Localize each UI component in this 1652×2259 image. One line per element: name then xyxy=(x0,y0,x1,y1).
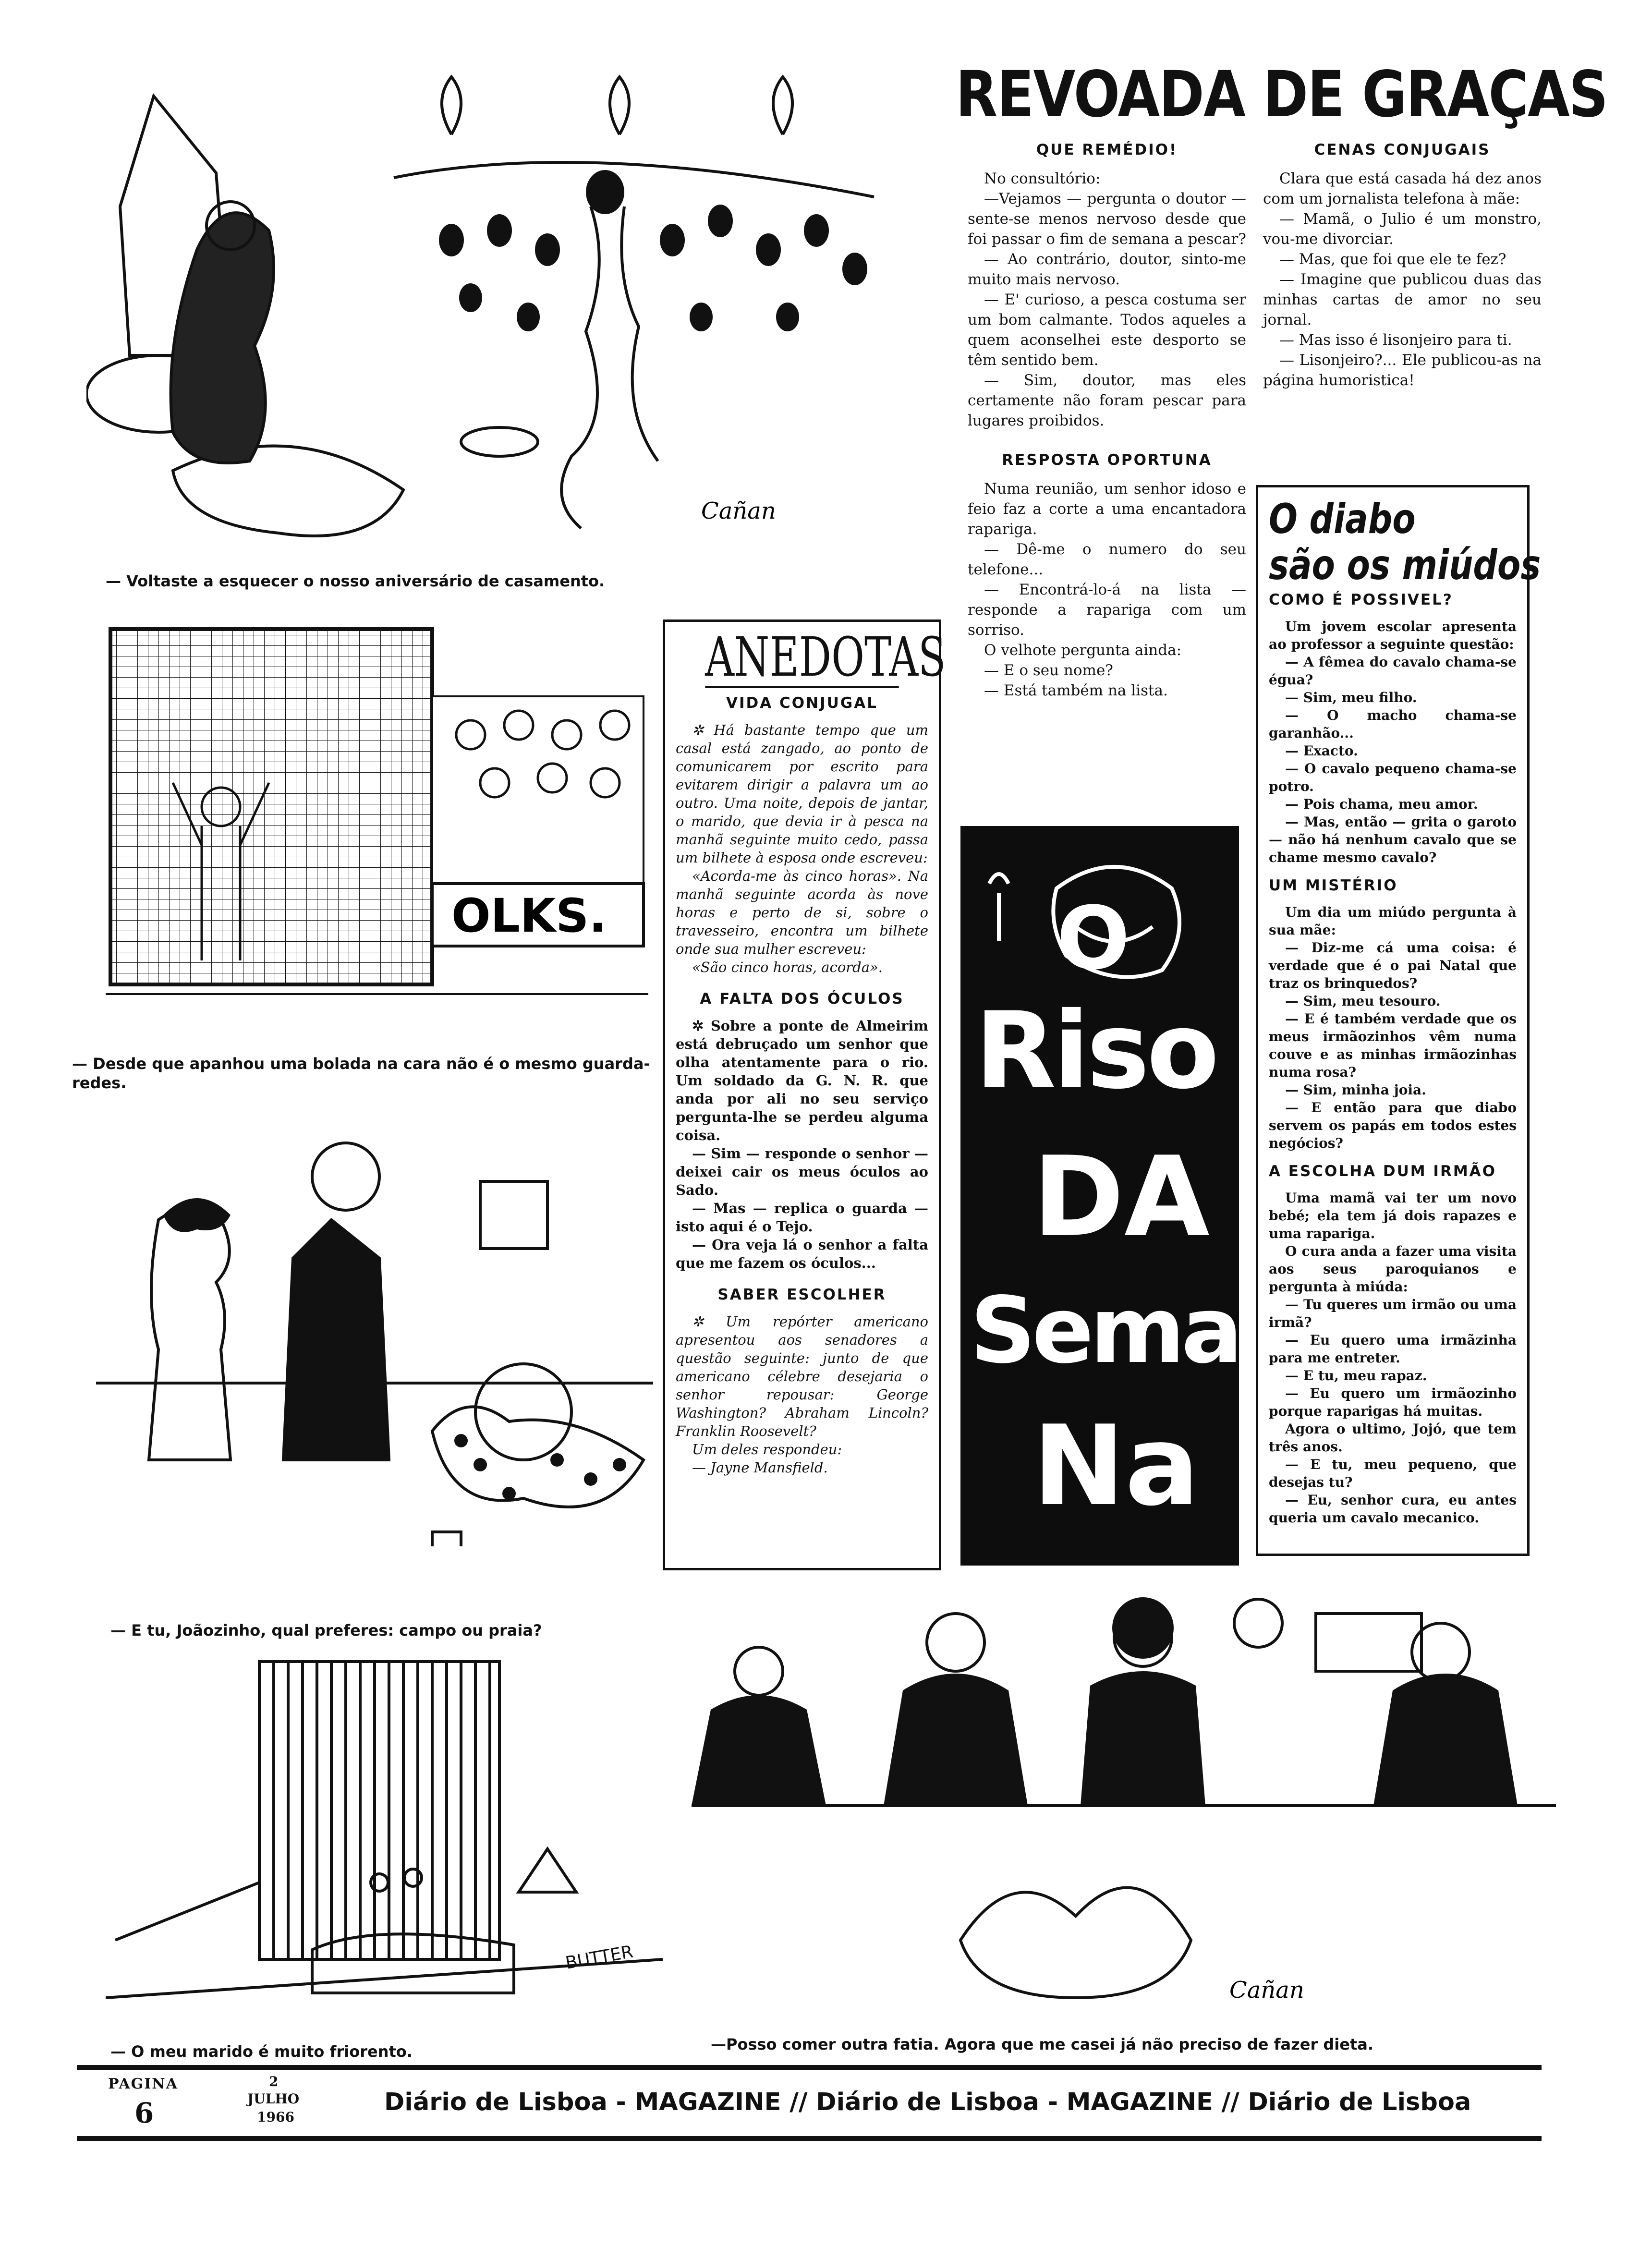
cenas-conjugais-paragraph: Clara que está casada há dez anos com um jornalista telefona à mãe: xyxy=(1263,170,1542,207)
anedotas-paragraph: ✲ Sobre a ponte de Almeirim está debruçado um senhor que olha atentamente para o rio. Um soldado da G. N. R. que anda por ali no seu serviço pergunta-lhe se perdeu alguma coisa. xyxy=(676,1018,928,1143)
diabo-paragraph: — Sim, meu tesouro. xyxy=(1285,993,1441,1009)
cartoon-beach-family xyxy=(96,1133,653,1546)
resposta-oportuna-paragraph: — E o seu nome? xyxy=(984,662,1113,679)
anedotas-box xyxy=(663,619,946,1570)
diabo-paragraph: — Eu, senhor cura, eu antes queria um cavalo mecanico. xyxy=(1269,1492,1517,1526)
signature-harem: Cañan xyxy=(701,498,776,524)
riso-line-1: O xyxy=(1057,888,1130,989)
diabo-paragraph: — Sim, meu filho. xyxy=(1285,690,1417,705)
masthead: Diário de Lisboa - MAGAZINE // Diário de Lisboa - MAGAZINE // Diário de Lisboa xyxy=(384,2088,1471,2116)
anedotas-paragraph: ✲ Há bastante tempo que um casal está zangado, ao ponto de comunicarem por escrito para evitarem dirigir a palavra um ao outro. Uma noite, depois de jantar, o marido, que devia ir à pesca na manhã seguinte muito cedo, passa um bilhete à esposa onde escreveu: xyxy=(676,722,928,866)
cenas-conjugais-paragraph: — Lisonjeiro?... Ele publicou-as na página humoristica! xyxy=(1263,352,1542,389)
stadium-sign: OLKS. xyxy=(451,889,607,943)
svg-text:BUTTER: BUTTER xyxy=(564,1942,635,1973)
riso-line-5: Na xyxy=(1032,1402,1200,1530)
footer-rule-bottom xyxy=(77,2136,1542,2141)
riso-line-3: DA xyxy=(1032,1133,1210,1262)
que-remedio-heading: QUE REMÉDIO! xyxy=(1036,141,1178,158)
riso-line-2: Riso xyxy=(975,989,1216,1112)
page-number: 6 xyxy=(134,2097,154,2129)
diabo-paragraph: — A fêmea do cavalo chama-se égua? xyxy=(1269,654,1517,688)
resposta-oportuna-heading: RESPOSTA OPORTUNA xyxy=(1002,451,1212,469)
page-label: PAGINA xyxy=(108,2076,179,2092)
anedotas-body xyxy=(676,694,928,1477)
cartoon-goalkeeper xyxy=(106,624,648,1028)
cenas-conjugais-paragraph: — Mas, que foi que ele te fez? xyxy=(1279,251,1506,268)
page-banner: REVOADA DE GRAÇAS xyxy=(956,58,1608,132)
diabo-section-heading: A ESCOLHA DUM IRMÃO xyxy=(1269,1163,1497,1180)
diabo-paragraph: Um jovem escolar apresenta ao professor a seguinte questão: xyxy=(1269,619,1517,652)
diabo-paragraph: — O macho chama-se garanhão... xyxy=(1269,707,1517,741)
anedotas-paragraph: ✲ Um repórter americano apresentou aos senadores a questão seguinte: junto de que americano célebre desejaria o senhor repousar: George Washington? Abraham Lincoln? Franklin Roosevelt? xyxy=(676,1313,928,1439)
diabo-paragraph: Uma mamã vai ter um novo bebé; ela tem já dois rapazes e uma rapariga. xyxy=(1269,1190,1517,1241)
que-remedio-paragraph: — Sim, doutor, mas eles certamente não foram pescar para lugares proibidos. xyxy=(968,372,1246,429)
que-remedio-paragraph: No consultório: xyxy=(984,170,1101,187)
anedotas-paragraph: «São cinco horas, acorda». xyxy=(692,959,883,975)
diabo-paragraph: — Diz-me cá uma coisa: é verdade que é o pai Natal que traz os brinquedos? xyxy=(1269,940,1517,991)
anedotas-section-heading: SABER ESCOLHER xyxy=(717,1286,887,1303)
cartoon-goalkeeper-drawing xyxy=(106,624,648,1028)
resposta-oportuna-paragraph: — Dê-me o numero do seu telefone... xyxy=(968,541,1246,578)
diabo-box xyxy=(1256,485,1541,1556)
diabo-paragraph: O cura anda a fazer uma visita aos seus paroquianos e pergunta à miúda: xyxy=(1269,1243,1517,1295)
cartoon-harem xyxy=(86,48,932,557)
caption-harem: — Voltaste a esquecer o nosso aniversário de casamento. xyxy=(106,572,605,590)
diabo-paragraph: — Tu queres um irmão ou uma irmã? xyxy=(1269,1297,1517,1330)
caption-goalkeeper: — Desde que apanhou uma bolada na cara não é o mesmo guarda-redes. xyxy=(72,1055,650,1092)
footer-rule-top xyxy=(77,2065,1542,2070)
cartoon-radiator-drawing xyxy=(106,1652,663,2027)
resposta-oportuna-paragraph: Numa reunião, um senhor idoso e feio faz a corte a uma encantadora rapariga. xyxy=(968,480,1246,538)
diabo-body xyxy=(1269,591,1517,1527)
diabo-paragraph: — Mas, então — grita o garoto — não há nenhum cavalo que se chame mesmo cavalo? xyxy=(1269,814,1517,865)
resposta-oportuna-paragraph: — Está também na lista. xyxy=(984,682,1168,699)
caption-wedding-dinner: —Posso comer outra fatia. Agora que me casei já não preciso de fazer dieta. xyxy=(711,2035,1373,2053)
riso-da-semana-panel xyxy=(960,826,1239,1566)
diabo-title-line2: são os miúdos xyxy=(1269,541,1541,589)
cenas-conjugais-paragraph: — Mas isso é lisonjeiro para ti. xyxy=(1279,331,1512,349)
diabo-paragraph: — Pois chama, meu amor. xyxy=(1285,796,1478,812)
cartoon-radiator xyxy=(106,1652,663,2027)
cartoon-harem-drawing xyxy=(86,48,932,557)
diabo-paragraph: — Exacto. xyxy=(1285,743,1358,759)
caption-beach-family: — E tu, Joãozinho, qual preferes: campo ou praia? xyxy=(110,1621,542,1640)
diabo-paragraph: — Eu quero uma irmãzinha para me entreter. xyxy=(1269,1332,1517,1366)
diabo-paragraph: — E tu, meu rapaz. xyxy=(1285,1368,1427,1384)
cartoon-beach-family-drawing xyxy=(96,1133,653,1546)
anedotas-paragraph: — Sim — responde o senhor — deixei cair os meus óculos ao Sado. xyxy=(676,1145,928,1198)
que-remedio-column xyxy=(968,137,1246,701)
resposta-oportuna-paragraph: O velhote pergunta ainda: xyxy=(984,642,1182,659)
diabo-paragraph: — Sim, minha joia. xyxy=(1285,1082,1426,1098)
diabo-section-heading: COMO É POSSIVEL? xyxy=(1269,591,1453,608)
anedotas-paragraph: — Mas — replica o guarda — isto aqui é o Tejo. xyxy=(676,1200,928,1235)
anedotas-paragraph: «Acorda-me às cinco horas». Na manhã seguinte acorda às nove horas e perto de si, sobre o travesseiro, encontra um bilhete onde sua mulher escreveu: xyxy=(676,868,928,957)
cenas-conjugais-paragraph: — Imagine que publicou duas das minhas cartas de amor no seu jornal. xyxy=(1263,271,1542,328)
date-month: JULHO xyxy=(247,2091,300,2107)
resposta-oportuna-paragraph: — Encontrá-lo-á na lista — responde a rapariga com um sorriso. xyxy=(968,581,1246,639)
date-year: 1966 xyxy=(257,2109,294,2125)
diabo-paragraph: — Eu quero um irmãozinho porque raparigas há muitas. xyxy=(1269,1385,1517,1419)
diabo-title-line1: O diabo xyxy=(1269,495,1416,543)
cenas-conjugais-paragraph: — Mamã, o Julio é um monstro, vou-me divorciar. xyxy=(1263,210,1542,248)
anedotas-paragraph: Um deles respondeu: xyxy=(692,1441,842,1457)
diabo-paragraph: Agora o ultimo, Jojó, que tem três anos. xyxy=(1269,1421,1517,1455)
que-remedio-paragraph: —Vejamos — pergunta o doutor — sente-se menos nervoso desde que foi passar o fim de semana a pescar? xyxy=(968,190,1246,248)
diabo-paragraph: — E então para que diabo servem os papás em todos estes negócios? xyxy=(1269,1100,1517,1151)
date-day: 2 xyxy=(269,2074,279,2089)
anedotas-section-heading: A FALTA DOS ÓCULOS xyxy=(700,990,904,1008)
diabo-paragraph: — O cavalo pequeno chama-se potro. xyxy=(1269,761,1517,794)
signature-wedding: Cañan xyxy=(1229,1977,1304,2004)
anedotas-paragraph: — Jayne Mansfield. xyxy=(692,1459,828,1476)
diabo-section-heading: UM MISTÉRIO xyxy=(1269,877,1398,894)
que-remedio-paragraph: — E' curioso, a pesca costuma ser um bom calmante. Todos aqueles a quem aconselhei este desporto se têm sentido bem. xyxy=(968,291,1246,369)
diabo-paragraph: Um dia um miúdo pergunta à sua mãe: xyxy=(1269,904,1517,938)
cartoon-wedding-dinner xyxy=(692,1585,1556,2036)
anedotas-title: ANEDOTAS xyxy=(705,626,946,689)
cartoon-wedding-dinner-drawing xyxy=(692,1585,1556,2036)
anedotas-paragraph: — Ora veja lá o senhor a falta que me fazem os óculos... xyxy=(676,1237,928,1271)
caption-radiator: — O meu marido é muito friorento. xyxy=(110,2042,413,2061)
cenas-conjugais-column xyxy=(1263,137,1542,390)
que-remedio-paragraph: — Ao contrário, doutor, sinto-me muito mais nervoso. xyxy=(968,251,1246,288)
cenas-conjugais-heading: CENAS CONJUGAIS xyxy=(1314,141,1491,158)
diabo-paragraph: — E tu, meu pequeno, que desejas tu? xyxy=(1269,1457,1517,1490)
riso-line-4: Sema xyxy=(970,1277,1239,1384)
anedotas-section-heading: VIDA CONJUGAL xyxy=(726,694,878,712)
diabo-paragraph: — E é também verdade que os meus irmãozinhos vêm numa couve e as minhas irmãozinhas numa rosa? xyxy=(1269,1011,1517,1080)
